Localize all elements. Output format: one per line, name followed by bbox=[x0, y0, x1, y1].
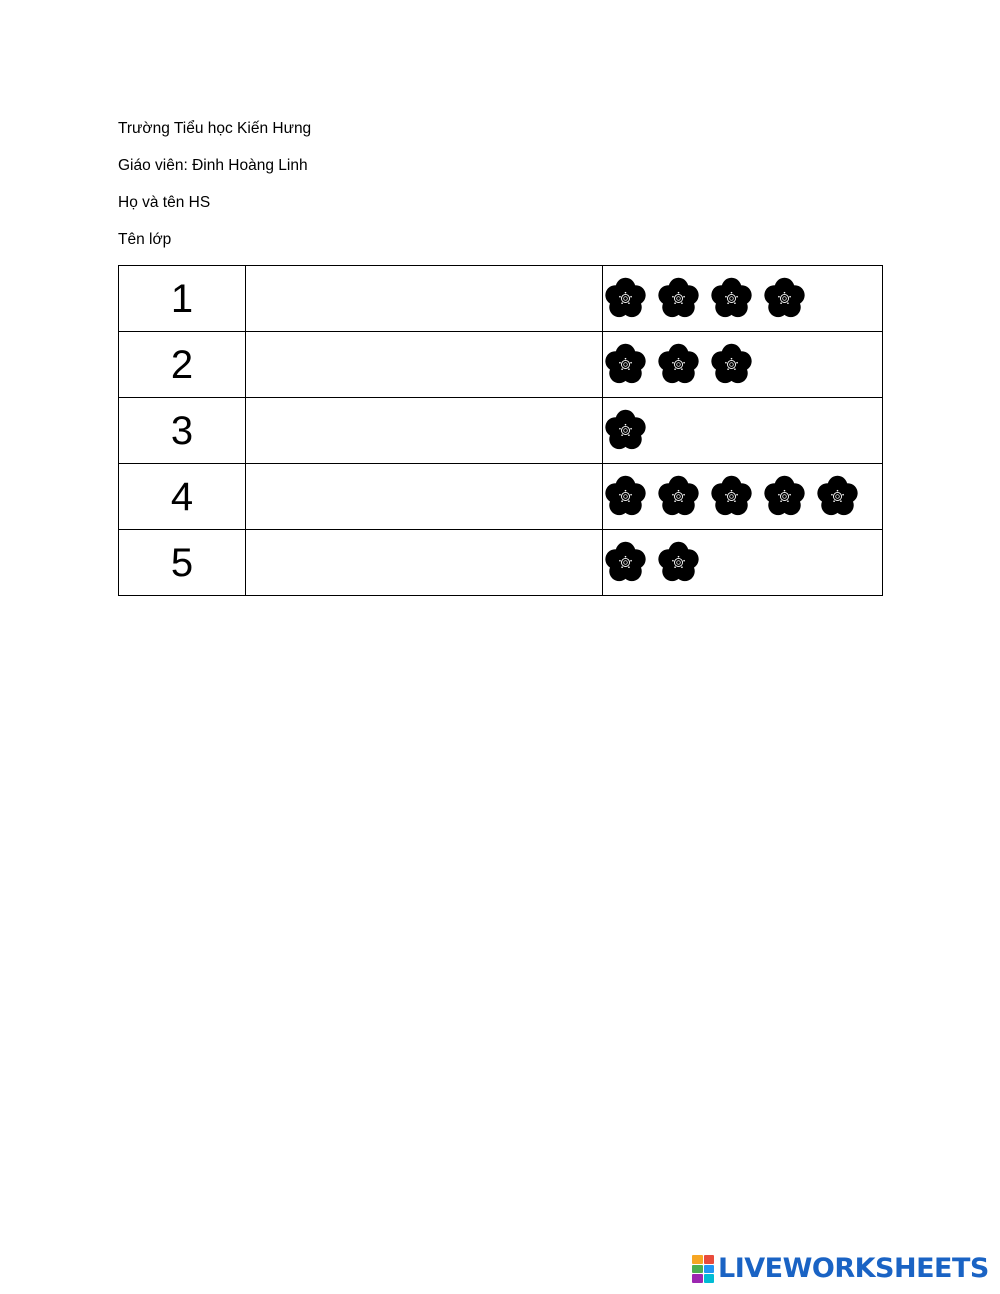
flower-cell bbox=[603, 530, 883, 596]
matching-table bbox=[118, 265, 883, 596]
flower-icon bbox=[815, 474, 860, 519]
school-name: Trường Tiểu học Kiến Hưng bbox=[118, 120, 312, 137]
flower-icon bbox=[709, 474, 754, 519]
flower-group bbox=[603, 332, 882, 397]
flower-group bbox=[603, 464, 882, 529]
row-number: 2 bbox=[119, 332, 246, 398]
brand-mark-icon bbox=[692, 1255, 714, 1283]
answer-box[interactable] bbox=[246, 398, 603, 464]
brand-mark-block bbox=[692, 1265, 703, 1274]
table-row bbox=[119, 266, 883, 332]
table-row bbox=[119, 530, 883, 596]
flower-cell bbox=[603, 398, 883, 464]
table-row bbox=[119, 464, 883, 530]
flower-icon bbox=[603, 474, 648, 519]
row-number: 4 bbox=[119, 464, 246, 530]
flower-icon bbox=[656, 342, 701, 387]
brand-text: LIVEWORKSHEETS bbox=[718, 1253, 989, 1284]
table-row bbox=[119, 398, 883, 464]
answer-box[interactable] bbox=[246, 530, 603, 596]
answer-box[interactable] bbox=[246, 266, 603, 332]
flower-icon bbox=[603, 276, 648, 321]
class-label: Tên lớp bbox=[118, 231, 172, 248]
flower-cell bbox=[603, 332, 883, 398]
flower-icon bbox=[603, 540, 648, 585]
flower-group bbox=[603, 530, 882, 595]
answer-box[interactable] bbox=[246, 332, 603, 398]
brand-mark-block bbox=[692, 1255, 703, 1264]
row-number: 3 bbox=[119, 398, 246, 464]
flower-cell bbox=[603, 266, 883, 332]
flower-group bbox=[603, 398, 882, 463]
flower-cell bbox=[603, 464, 883, 530]
flower-icon bbox=[603, 342, 648, 387]
brand-mark-block bbox=[692, 1274, 703, 1283]
answer-box[interactable] bbox=[246, 464, 603, 530]
flower-icon bbox=[656, 276, 701, 321]
brand-mark-block bbox=[704, 1265, 715, 1274]
flower-icon bbox=[762, 276, 807, 321]
flower-icon bbox=[656, 474, 701, 519]
teacher-name: Giáo viên: Đinh Hoàng Linh bbox=[118, 157, 308, 174]
flower-icon bbox=[709, 342, 754, 387]
row-number: 5 bbox=[119, 530, 246, 596]
flower-icon bbox=[656, 540, 701, 585]
table-row bbox=[119, 332, 883, 398]
flower-icon bbox=[762, 474, 807, 519]
liveworksheets-logo bbox=[692, 1254, 989, 1284]
student-name-label: Họ và tên HS bbox=[118, 194, 211, 211]
flower-group bbox=[603, 266, 882, 331]
flower-icon bbox=[603, 408, 648, 453]
brand-mark-block bbox=[704, 1274, 715, 1283]
row-number: 1 bbox=[119, 266, 246, 332]
flower-icon bbox=[709, 276, 754, 321]
brand-mark-block bbox=[704, 1255, 715, 1264]
